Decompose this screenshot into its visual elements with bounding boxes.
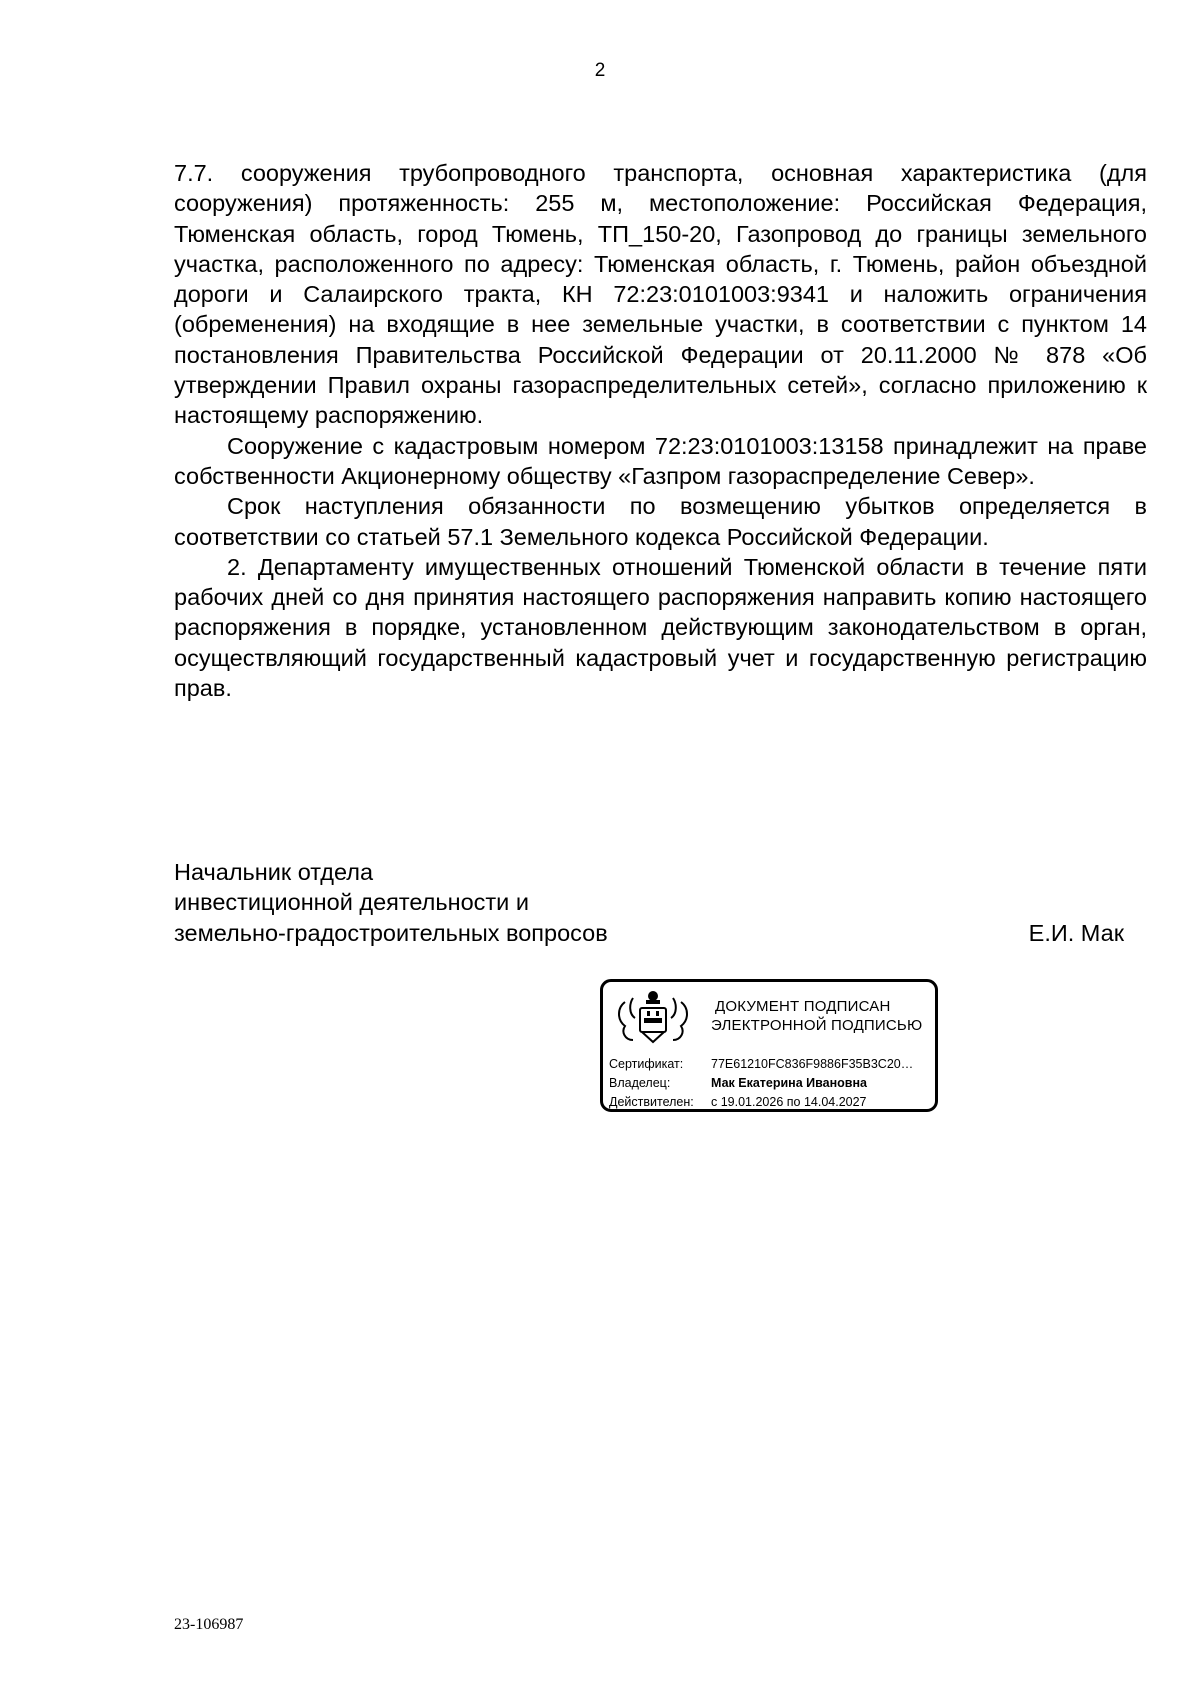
signer-position-line: инвестиционной деятельности и [174,889,529,916]
signer-position-line: земельно-градостроительных вопросов [174,919,608,946]
paragraph-item-2: 2. Департаменту имущественных отношений Тюменской области в течение пяти рабочих дней со дня принятия настоящего распоряжения направить копию настоящего распоряжения в порядке, установленном действующим законодательством в орган, осуществляющий государственный кадастровый учет и государственную регистрацию прав. [174,553,1147,702]
paragraph-7-7: 7.7. сооружения трубопроводного транспорта, основная характеристика (для сооружения) протяженность: 255 м, местоположение: Российская Федерация, Тюменская область, город Тюмень, ТП_150-20, Газопровод до границы земельного участка, расположенного по адресу: Тюменская область, г. Тюмень, район объездной дороги и Салаирского тракта, КН 72:23:0101003:9341 и наложить ограничения (обременения) на входящие в нее земельные участки, в соответствии с пунктом 14 постановления Правительства Российской Федерации от 20.11.2000 № 878 «Об утверждении Правил охраны газораспределительных сетей», согласно приложению к настоящему распоряжению. [174,160,1147,429]
stamp-heading-line: ДОКУМЕНТ ПОДПИСАН [715,998,891,1015]
stamp-certificate-row [609,1057,937,1072]
stamp-owner-row [609,1076,937,1091]
electronic-signature-stamp [600,979,938,1112]
certificate-label: Сертификат: [609,1057,684,1071]
document-body [174,158,1147,703]
certificate-value: 77E61210FC836F9886F35B3C20… [711,1057,914,1071]
stamp-heading [711,997,933,1035]
coat-of-arms-icon [613,988,693,1048]
owner-label: Владелец: [609,1076,671,1090]
valid-value: с 19.01.2026 по 14.04.2027 [711,1095,867,1109]
page-number: 2 [594,60,606,81]
signer-name: Е.И. Мак [1028,919,1124,946]
paragraph-ownership: Сооружение с кадастровым номером 72:23:0101003:13158 принадлежит на праве собственности Акционерному обществу «Газпром газораспределение Север». [174,432,1147,489]
document-code: 23-106987 [174,1616,244,1633]
stamp-valid-row [609,1095,937,1110]
stamp-heading-line: ЭЛЕКТРОННОЙ ПОДПИСЬЮ [711,1017,923,1034]
signature-block [174,857,1124,948]
signer-position-line: Начальник отдела [174,859,374,885]
paragraph-compensation-term: Срок наступления обязанности по возмещению убытков определяется в соответствии со статьей 57.1 Земельного кодекса Российской Федерации. [174,493,1147,550]
valid-label: Действителен: [609,1095,694,1109]
owner-value: Мак Екатерина Ивановна [711,1076,867,1090]
